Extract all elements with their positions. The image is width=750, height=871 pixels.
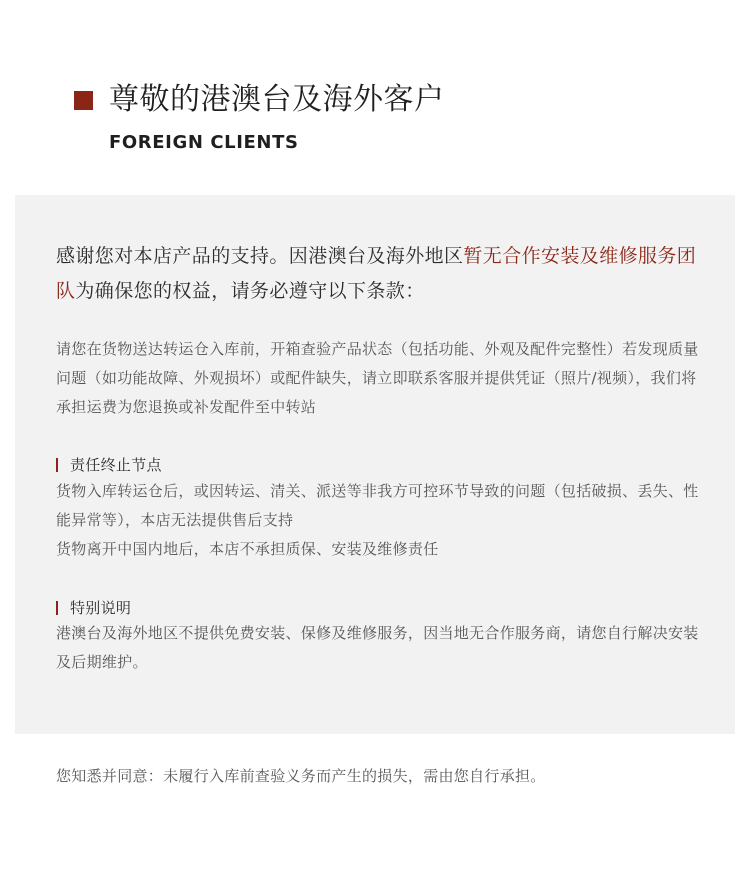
footer-note: 您知悉并同意：未履行入库前查验义务而产生的损失，需由您自行承担。: [56, 767, 546, 785]
section-liability-body: [56, 477, 706, 564]
terms-panel: [15, 195, 735, 734]
section-heading-liability: [56, 454, 162, 475]
section-bar: [56, 458, 58, 472]
section-bar: [56, 601, 58, 615]
intro-part2: 为确保您的权益，请务必遵守以下条款：: [75, 280, 425, 302]
header: [74, 80, 445, 153]
title-row: [74, 80, 445, 120]
section-heading-special: [56, 597, 131, 618]
section-special-body: [56, 619, 706, 677]
page-subtitle: FOREIGN CLIENTS: [109, 132, 299, 153]
intro-part1: 感谢您对本店产品的支持。因港澳台及海外地区: [56, 245, 464, 267]
section-line: 货物离开中国内地后，本店不承担质保、安装及维修责任: [56, 540, 439, 558]
section-heading-text: 责任终止节点: [70, 456, 162, 474]
intro-text: [56, 239, 706, 309]
inspection-notice: 请您在货物送达转运仓入库前，开箱查验产品状态（包括功能、外观及配件完整性）若发现质量问题（如功能故障、外观损坏）或配件缺失，请立即联系客服并提供凭证（照片/视频），我们将承担运费为您退换或补发配件至中转站: [56, 340, 699, 416]
section-line: 港澳台及海外地区不提供免费安装、保修及维修服务，因当地无合作服务商，请您自行解决安装及后期维护。: [56, 624, 699, 671]
intro-highlight: 暂无合作安装及维修服务团队: [56, 245, 697, 302]
page-title: 尊敬的港澳台及海外客户: [109, 82, 445, 117]
section-heading-text: 特别说明: [70, 599, 132, 617]
title-square-marker: [74, 91, 93, 110]
section-line: 货物入库转运仓后，或因转运、清关、派送等非我方可控环节导致的问题（包括破损、丢失、性能异常等），本店无法提供售后支持: [56, 482, 699, 529]
